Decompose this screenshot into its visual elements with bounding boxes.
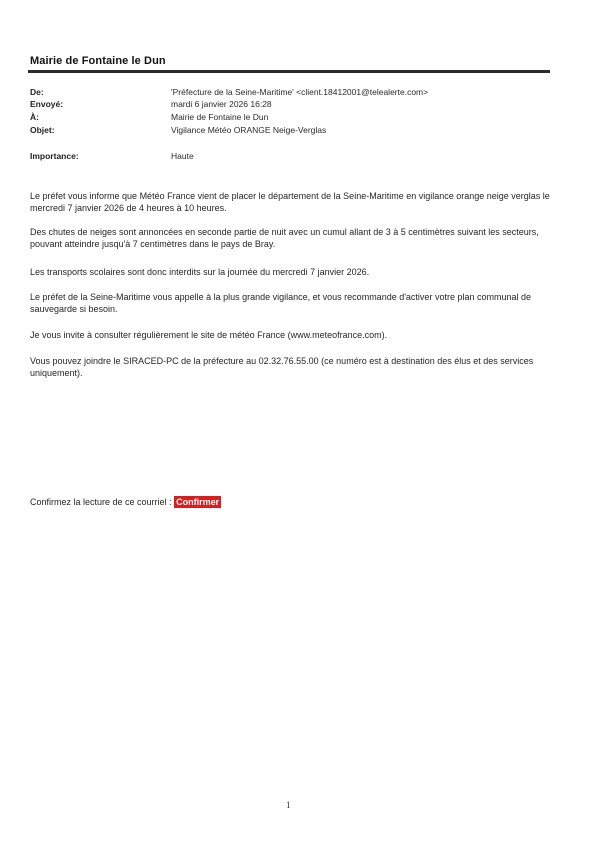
page-number: 1 bbox=[286, 800, 291, 810]
sent-value: mardi 6 janvier 2026 16:28 bbox=[171, 99, 272, 109]
body-paragraph: Vous pouvez joindre le SIRACED-PC de la préfecture au 02.32.76.55.00 (ce numéro est à destination des élus et des services uniquement). bbox=[30, 356, 534, 378]
body-paragraph: Je vous invite à consulter régulièrement le site de météo France (www.meteofrance.com). bbox=[30, 330, 388, 340]
body-paragraph: Des chutes de neiges sont annoncées en seconde partie de nuit avec un cumul allant de 3 à 5 centimètres suivant les secteurs, pouvant atteindre jusqu'à 7 centimètres dans le pays de Bray. bbox=[30, 227, 539, 249]
subject-label: Objet: bbox=[30, 125, 55, 135]
body-paragraph: Le préfet de la Seine-Maritime vous appelle à la plus grande vigilance, et vous recommande d'activer votre plan communal de sauvegarde si besoin. bbox=[30, 292, 531, 314]
header-divider bbox=[28, 70, 550, 73]
to-value: Mairie de Fontaine le Dun bbox=[171, 112, 269, 122]
body-paragraph: Le préfet vous informe que Météo France vient de placer le département de la Seine-Maritime en vigilance orange neige verglas le mercredi 7 janvier 2026 de 4 heures à 10 heures. bbox=[30, 191, 550, 213]
confirm-button[interactable]: Confirmer bbox=[176, 497, 220, 507]
body-paragraph: Les transports scolaires sont donc interdits sur la journée du mercredi 7 janvier 2026. bbox=[30, 267, 370, 277]
sent-label: Envoyé: bbox=[30, 99, 64, 109]
from-label: De: bbox=[30, 87, 44, 97]
to-label: À: bbox=[30, 112, 39, 122]
organization-name: Mairie de Fontaine le Dun bbox=[30, 55, 166, 67]
subject-value: Vigilance Météo ORANGE Neige-Verglas bbox=[171, 125, 327, 135]
confirm-prompt: Confirmez la lecture de ce courriel : bbox=[30, 497, 172, 507]
read-confirmation bbox=[30, 496, 221, 508]
importance-label: Importance: bbox=[30, 151, 79, 161]
from-value: 'Préfecture de la Seine-Maritime' <client.18412001@telealerte.com> bbox=[171, 87, 429, 97]
importance-value: Haute bbox=[171, 151, 194, 161]
